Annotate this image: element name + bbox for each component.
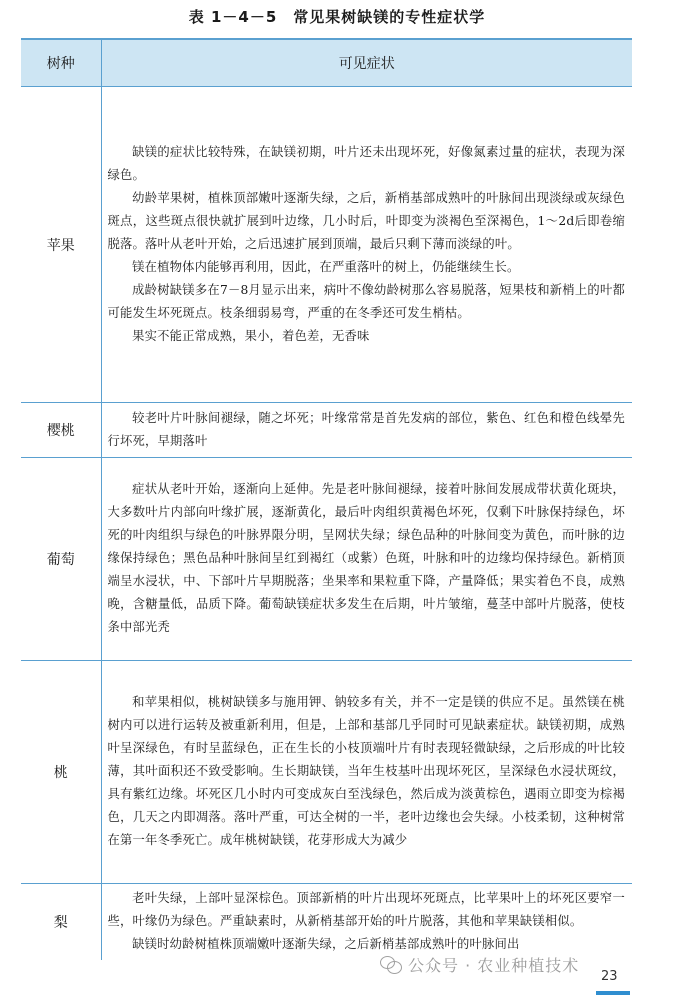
symptom-paragraph: 果实不能正常成熟，果小，着色差，无香味 [132, 328, 370, 343]
symptom-cell [101, 403, 632, 458]
watermark [380, 953, 579, 976]
watermark-text: 公众号 · 农业种植技术 [408, 956, 580, 975]
symptom-paragraph: 老叶失绿，上部叶显深棕色。顶部新梢的叶片出现坏死斑点，比苹果叶上的坏死区要窄一些，叶缘仍为绿色。严重缺素时，从新梢基部开始的叶片脱落，其他和苹果缺镁相似。 [107, 891, 625, 928]
symptom-cell [101, 458, 632, 661]
symptom-paragraph: 缺镁时幼龄树植株顶端嫩叶逐渐失绿，之后新梢基部成熟叶的叶脉间出 [132, 937, 520, 951]
header-symptoms: 可见症状 [101, 39, 632, 87]
symptom-paragraph: 症状从老叶开始，逐渐向上延伸。先是老叶脉间褪绿，接着叶脉间发展成带状黄化斑块，大多数叶片内部向叶缘扩展，逐渐黄化，最后叶肉组织黄褐色坏死，仅剩下叶脉保持绿色，坏死的叶肉组织与绿色的叶脉界限分明，呈网状失绿；绿色品种的叶脉间变为黄色，而叶脉的边缘保持绿色；黑色品种叶脉间呈红到褐红（或紫）色斑，叶脉和叶的边缘均保持绿色。新梢顶端呈水浸状，中、下部叶片早期脱落；坐果率和果粒重下降，产量降低；果实着色不良，成熟晚，含糖量低，品质下降。葡萄缺镁症状多发生在后期，叶片皱缩，蔓茎中部叶片脱落，使枝条中部光秃 [107, 482, 625, 634]
species-cell: 苹果 [21, 87, 101, 403]
symptom-paragraph: 缺镁的症状比较特殊，在缺镁初期，叶片还未出现坏死，好像氮素过量的症状，表现为深绿色。 [107, 144, 625, 182]
symptom-cell [101, 661, 632, 884]
table-row [21, 458, 632, 661]
symptom-paragraph: 镁在植物体内能够再利用，因此，在严重落叶的树上，仍能继续生长。 [132, 259, 520, 274]
page-number: 23 [601, 969, 618, 984]
table-title: 表 1－4－5 常见果树缺镁的专性症状学 [188, 8, 486, 26]
table-header-row [21, 39, 632, 87]
table-row [21, 661, 632, 884]
species-cell: 樱桃 [21, 403, 101, 458]
species-cell: 梨 [21, 884, 101, 961]
species-cell: 桃 [21, 661, 101, 884]
table-row [21, 884, 632, 961]
table-row [21, 87, 632, 403]
page-number-bar [596, 991, 630, 995]
symptom-paragraph: 幼龄苹果树，植株顶部嫩叶逐渐失绿，之后，新梢基部成熟叶的叶脉间出现淡绿或灰绿色斑点，这些斑点很快就扩展到叶边缘，几小时后，叶即变为淡褐色至深褐色，1～2d后即卷缩脱落。落叶从老叶开始，之后迅速扩展到顶端，最后只剩下薄而淡绿的叶。 [107, 190, 625, 251]
table-row [21, 403, 632, 458]
symptom-table [21, 38, 632, 960]
header-species: 树种 [21, 39, 101, 87]
symptom-paragraph: 较老叶片叶脉间褪绿，随之坏死；叶缘常常是首先发病的部位，紫色、红色和橙色线晕先行坏死，早期落叶 [107, 410, 625, 448]
species-cell: 葡萄 [21, 458, 101, 661]
symptom-cell [101, 884, 632, 961]
symptom-paragraph: 成龄树缺镁多在7－8月显示出来，病叶不像幼龄树那么容易脱落，短果枝和新梢上的叶都可能发生坏死斑点。枝条细弱易弯，严重的在冬季还可发生梢枯。 [107, 282, 625, 320]
wechat-icon [380, 956, 402, 974]
symptom-cell [101, 87, 632, 403]
symptom-paragraph: 和苹果相似，桃树缺镁多与施用钾、钠较多有关，并不一定是镁的供应不足。虽然镁在桃树内可以进行运转及被重新利用，但是，上部和基部几乎同时可见缺素症状。缺镁初期，成熟叶呈深绿色，有时呈蓝绿色，正在生长的小枝顶端叶片有时表现轻微缺绿，之后形成的叶比较薄，其叶面积还不致受影响。生长期缺镁，当年生枝基叶出现坏死区，呈深绿色水浸状斑纹，具有紫红边缘。坏死区几小时内可变成灰白至浅绿色，然后成为淡黄棕色，遇雨立即变为棕褐色，几天之内即凋落。落叶严重，可达全树的一半，老叶边缘也会失绿。小枝柔韧，这种树常在第一年冬季死亡。成年桃树缺镁，花芽形成大为减少 [107, 695, 625, 847]
